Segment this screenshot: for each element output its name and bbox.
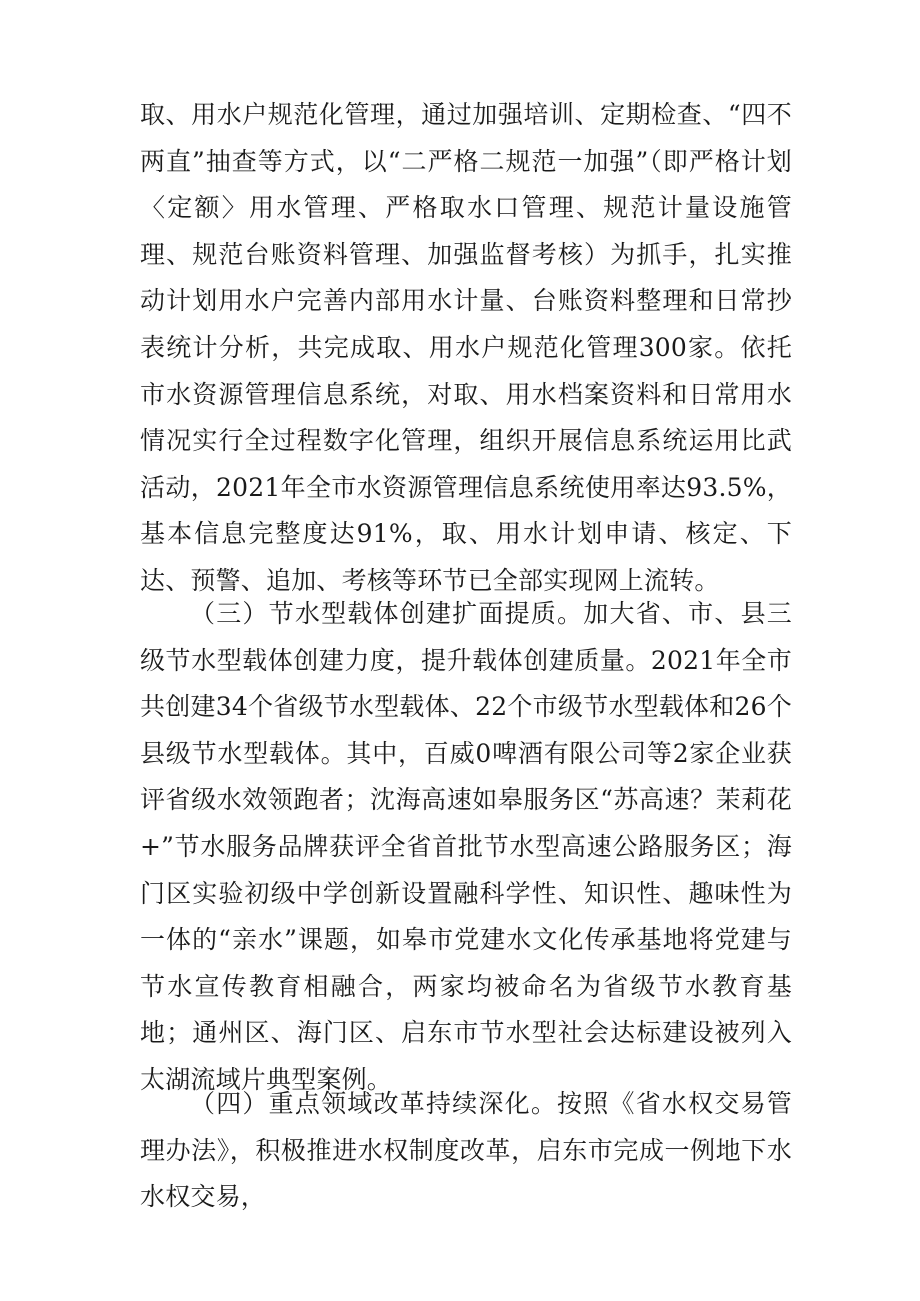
- paragraph-water-user-management: 取、用水户规范化管理，通过加强培训、定期检查、“四不两直”抽查等方式，以“二严格二规范一加强”（即严格计划〈定额〉用水管理、严格取水口管理、规范计量设施管理、规范台账资料管理、加强监督考核）为抓手，扎实推动计划用水户完善内部用水计量、台账资料整理和日常抄表统计分析，共完成取、用水户规范化管理300家。依托市水资源管理信息系统，对取、用水档案资料和日常用水情况实行全过程数字化管理，组织开展信息系统运用比武活动，2021年全市水资源管理信息系统使用率达93.5%，基本信息完整度达91%，取、用水计划申请、核定、下达、预警、追加、考核等环节已全部实现网上流转。: [140, 100, 792, 595]
- paragraph-water-saving-carriers: （三）节水型载体创建扩面提质。加大省、市、县三级节水型载体创建力度，提升载体创建质量。2021年全市共创建34个省级节水型载体、22个市级节水型载体和26个县级节水型载体。其中，百威0啤酒有限公司等2家企业获评省级水效领跑者；沈海高速如皋服务区“苏高速？茉莉花+”节水服务品牌获评全省首批节水型高速公路服务区；海门区实验初级中学创新设置融科学性、知识性、趣味性为一体的“亲水”课题，如皋市党建水文化传承基地将党建与节水宣传教育相融合，两家均被命名为省级节水教育基地；通州区、海门区、启东市节水型社会达标建设被列入太湖流域片典型案例。: [140, 599, 792, 1094]
- paragraph-key-reforms: （四）重点领域改革持续深化。按照《省水权交易管理办法》，积极推进水权制度改革，启东市完成一例地下水水权交易，: [140, 1089, 792, 1212]
